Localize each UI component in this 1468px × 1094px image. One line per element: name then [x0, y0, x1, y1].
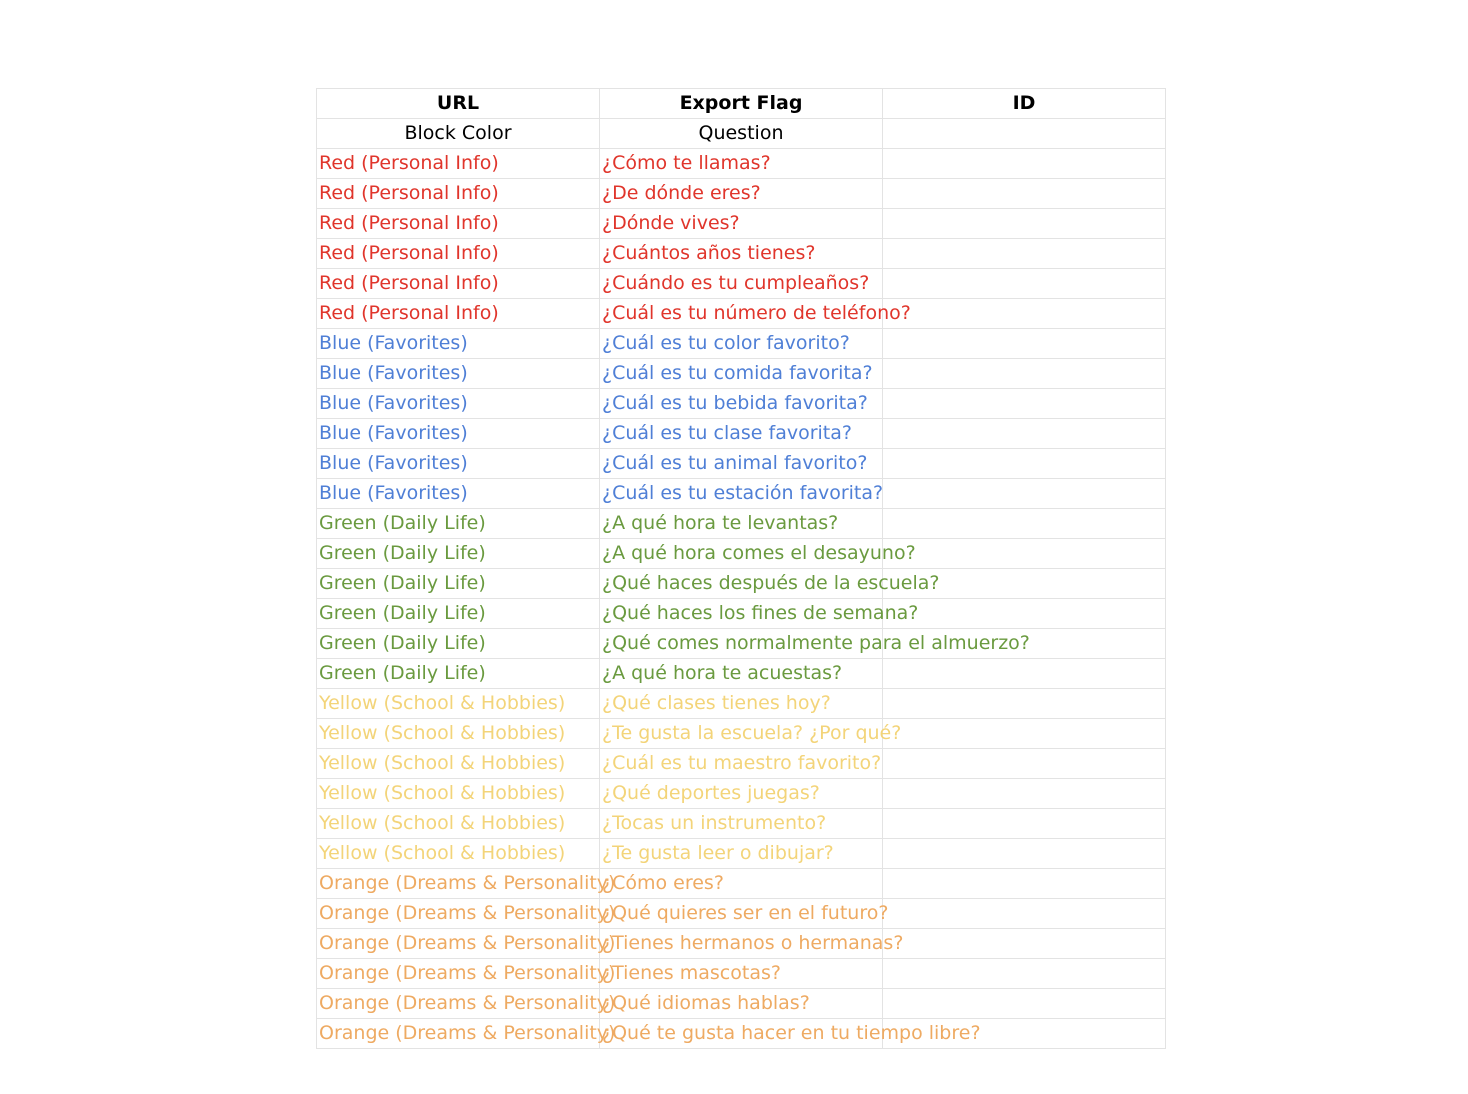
- id-cell[interactable]: [883, 719, 1166, 749]
- question-text: ¿Cómo eres?: [602, 872, 724, 894]
- table-row: [317, 569, 1166, 599]
- id-cell[interactable]: [883, 479, 1166, 509]
- id-cell[interactable]: [883, 269, 1166, 299]
- block-color-cell[interactable]: Orange (Dreams & Personality): [317, 959, 600, 989]
- question-cell[interactable]: [600, 329, 883, 359]
- question-text: ¿De dónde eres?: [602, 182, 761, 204]
- question-cell[interactable]: [600, 659, 883, 689]
- table-row: [317, 509, 1166, 539]
- question-cell[interactable]: [600, 239, 883, 269]
- block-color-cell[interactable]: Yellow (School & Hobbies): [317, 719, 600, 749]
- question-text: ¿Qué haces después de la escuela?: [602, 572, 940, 594]
- question-text: ¿Qué deportes juegas?: [602, 782, 820, 804]
- question-text: ¿Tienes hermanos o hermanas?: [602, 932, 904, 954]
- question-text: ¿Tocas un instrumento?: [602, 812, 827, 834]
- question-cell[interactable]: [600, 299, 911, 329]
- id-cell[interactable]: [883, 179, 1166, 209]
- question-text: ¿Cuántos años tienes?: [602, 242, 816, 264]
- table-row: [317, 839, 1166, 869]
- id-cell[interactable]: [883, 239, 1166, 269]
- question-text: ¿Cuál es tu animal favorito?: [602, 452, 868, 474]
- block-color-cell[interactable]: Green (Daily Life): [317, 569, 600, 599]
- header-id[interactable]: ID: [883, 89, 1166, 119]
- question-text: ¿Tienes mascotas?: [602, 962, 781, 984]
- question-cell[interactable]: [600, 419, 883, 449]
- block-color-cell[interactable]: Orange (Dreams & Personality): [317, 929, 600, 959]
- table-row: [317, 629, 1166, 659]
- block-color-cell[interactable]: Green (Daily Life): [317, 509, 600, 539]
- block-color-cell[interactable]: Green (Daily Life): [317, 629, 600, 659]
- table-row: [317, 269, 1166, 299]
- block-color-cell[interactable]: Orange (Dreams & Personality): [317, 989, 600, 1019]
- question-cell[interactable]: [600, 929, 904, 959]
- question-cell[interactable]: [600, 749, 883, 779]
- table-row: [317, 719, 1166, 749]
- table-row: [317, 299, 1166, 329]
- table-row: [317, 989, 1166, 1019]
- question-cell[interactable]: [600, 509, 883, 539]
- question-text: ¿Cuál es tu estación favorita?: [602, 482, 884, 504]
- table-row: [317, 599, 1166, 629]
- id-cell[interactable]: [883, 299, 1166, 329]
- block-color-cell[interactable]: Yellow (School & Hobbies): [317, 839, 600, 869]
- id-cell[interactable]: [883, 899, 1166, 929]
- block-color-cell[interactable]: Blue (Favorites): [317, 389, 600, 419]
- table-row: [317, 899, 1166, 929]
- block-color-cell[interactable]: Green (Daily Life): [317, 599, 600, 629]
- question-cell[interactable]: [600, 539, 916, 569]
- question-text: ¿Cuál es tu bebida favorita?: [602, 392, 868, 414]
- block-color-cell[interactable]: Orange (Dreams & Personality): [317, 899, 600, 929]
- table-row: [317, 389, 1166, 419]
- question-text: ¿A qué hora comes el desayuno?: [602, 542, 916, 564]
- block-color-cell[interactable]: Yellow (School & Hobbies): [317, 809, 600, 839]
- block-color-cell[interactable]: Green (Daily Life): [317, 539, 600, 569]
- question-text: ¿A qué hora te levantas?: [602, 512, 839, 534]
- subheader-question[interactable]: Question: [600, 119, 883, 149]
- id-cell[interactable]: [883, 749, 1166, 779]
- block-color-cell[interactable]: Green (Daily Life): [317, 659, 600, 689]
- block-color-cell[interactable]: Yellow (School & Hobbies): [317, 689, 600, 719]
- id-cell[interactable]: [883, 599, 1166, 629]
- id-cell[interactable]: [883, 449, 1166, 479]
- table-row: [317, 869, 1166, 899]
- table-row: [317, 809, 1166, 839]
- question-cell[interactable]: [600, 389, 883, 419]
- table-row: [317, 149, 1166, 179]
- id-cell[interactable]: [883, 689, 1166, 719]
- table-row: [317, 659, 1166, 689]
- question-cell[interactable]: [600, 899, 889, 929]
- question-text: ¿Te gusta la escuela? ¿Por qué?: [602, 722, 902, 744]
- id-cell[interactable]: [883, 389, 1166, 419]
- block-color-cell[interactable]: Red (Personal Info): [317, 299, 600, 329]
- question-text: ¿Cuál es tu clase favorita?: [602, 422, 852, 444]
- spreadsheet-table: [316, 88, 1166, 1049]
- question-text: ¿Qué haces los fines de semana?: [602, 602, 919, 624]
- table-row: [317, 479, 1166, 509]
- question-text: ¿Qué clases tienes hoy?: [602, 692, 831, 714]
- block-color-cell[interactable]: Blue (Favorites): [317, 419, 600, 449]
- table-row: [317, 959, 1166, 989]
- table-row: [317, 419, 1166, 449]
- block-color-cell[interactable]: Red (Personal Info): [317, 149, 600, 179]
- block-color-cell[interactable]: Orange (Dreams & Personality): [317, 869, 600, 899]
- subheader-block-color[interactable]: Block Color: [317, 119, 600, 149]
- question-cell[interactable]: [600, 779, 883, 809]
- table-row: [317, 239, 1166, 269]
- question-cell[interactable]: [600, 479, 883, 509]
- block-color-cell[interactable]: Red (Personal Info): [317, 239, 600, 269]
- header-export-flag[interactable]: Export Flag: [600, 89, 883, 119]
- table-row: [317, 689, 1166, 719]
- question-cell[interactable]: [600, 959, 883, 989]
- spreadsheet-body: [317, 89, 1166, 1049]
- table-row: [317, 449, 1166, 479]
- block-color-cell[interactable]: Orange (Dreams & Personality): [317, 1019, 600, 1049]
- question-cell[interactable]: [600, 599, 919, 629]
- question-text: ¿Cuál es tu comida favorita?: [602, 362, 873, 384]
- table-row: [317, 329, 1166, 359]
- table-row: [317, 749, 1166, 779]
- block-color-cell[interactable]: Blue (Favorites): [317, 479, 600, 509]
- question-cell[interactable]: [600, 359, 883, 389]
- id-cell[interactable]: [883, 809, 1166, 839]
- question-text: ¿Qué te gusta hacer en tu tiempo libre?: [602, 1022, 981, 1044]
- question-cell[interactable]: [600, 269, 883, 299]
- id-cell[interactable]: [883, 539, 1166, 569]
- question-text: ¿Cuál es tu maestro favorito?: [602, 752, 882, 774]
- question-text: ¿Dónde vives?: [602, 212, 740, 234]
- question-cell[interactable]: [600, 569, 940, 599]
- block-color-cell[interactable]: Yellow (School & Hobbies): [317, 779, 600, 809]
- question-text: ¿Qué comes normalmente para el almuerzo?: [602, 632, 1030, 654]
- question-cell[interactable]: [600, 1019, 981, 1049]
- question-cell[interactable]: [600, 629, 1030, 659]
- table-row: [317, 209, 1166, 239]
- id-cell[interactable]: [883, 839, 1166, 869]
- id-cell[interactable]: [883, 659, 1166, 689]
- id-cell[interactable]: [883, 509, 1166, 539]
- question-cell[interactable]: [600, 869, 883, 899]
- block-color-cell[interactable]: Yellow (School & Hobbies): [317, 749, 600, 779]
- subheader-row: [317, 119, 1166, 149]
- table-row: [317, 1019, 1166, 1049]
- question-cell[interactable]: [600, 149, 883, 179]
- header-url[interactable]: URL: [317, 89, 600, 119]
- table-row: [317, 179, 1166, 209]
- question-cell[interactable]: [600, 689, 883, 719]
- id-cell[interactable]: [883, 209, 1166, 239]
- question-cell[interactable]: [600, 179, 883, 209]
- id-cell[interactable]: [883, 959, 1166, 989]
- question-cell[interactable]: [600, 449, 883, 479]
- question-text: ¿A qué hora te acuestas?: [602, 662, 843, 684]
- id-cell[interactable]: [883, 989, 1166, 1019]
- id-cell[interactable]: [883, 149, 1166, 179]
- block-color-cell[interactable]: Red (Personal Info): [317, 209, 600, 239]
- block-color-cell[interactable]: Blue (Favorites): [317, 449, 600, 479]
- table-row: [317, 539, 1166, 569]
- question-text: ¿Cuál es tu color favorito?: [602, 332, 850, 354]
- table-row: [317, 929, 1166, 959]
- id-cell[interactable]: [883, 929, 1166, 959]
- table-row: [317, 359, 1166, 389]
- id-cell[interactable]: [883, 329, 1166, 359]
- header-row: [317, 89, 1166, 119]
- question-cell[interactable]: [600, 839, 883, 869]
- table-row: [317, 779, 1166, 809]
- question-cell[interactable]: [600, 809, 883, 839]
- subheader-blank[interactable]: [883, 119, 1166, 149]
- question-text: ¿Cómo te llamas?: [602, 152, 771, 174]
- question-cell[interactable]: [600, 719, 902, 749]
- id-cell[interactable]: [883, 359, 1166, 389]
- question-text: ¿Cuál es tu número de teléfono?: [602, 302, 911, 324]
- question-text: ¿Te gusta leer o dibujar?: [602, 842, 834, 864]
- id-cell[interactable]: [883, 779, 1166, 809]
- question-text: ¿Qué idiomas hablas?: [602, 992, 810, 1014]
- block-color-cell[interactable]: Red (Personal Info): [317, 269, 600, 299]
- block-color-cell[interactable]: Blue (Favorites): [317, 329, 600, 359]
- question-cell[interactable]: [600, 209, 883, 239]
- id-cell[interactable]: [883, 869, 1166, 899]
- question-text: ¿Qué quieres ser en el futuro?: [602, 902, 889, 924]
- block-color-cell[interactable]: Blue (Favorites): [317, 359, 600, 389]
- block-color-cell[interactable]: Red (Personal Info): [317, 179, 600, 209]
- question-cell[interactable]: [600, 989, 883, 1019]
- id-cell[interactable]: [883, 419, 1166, 449]
- question-text: ¿Cuándo es tu cumpleaños?: [602, 272, 870, 294]
